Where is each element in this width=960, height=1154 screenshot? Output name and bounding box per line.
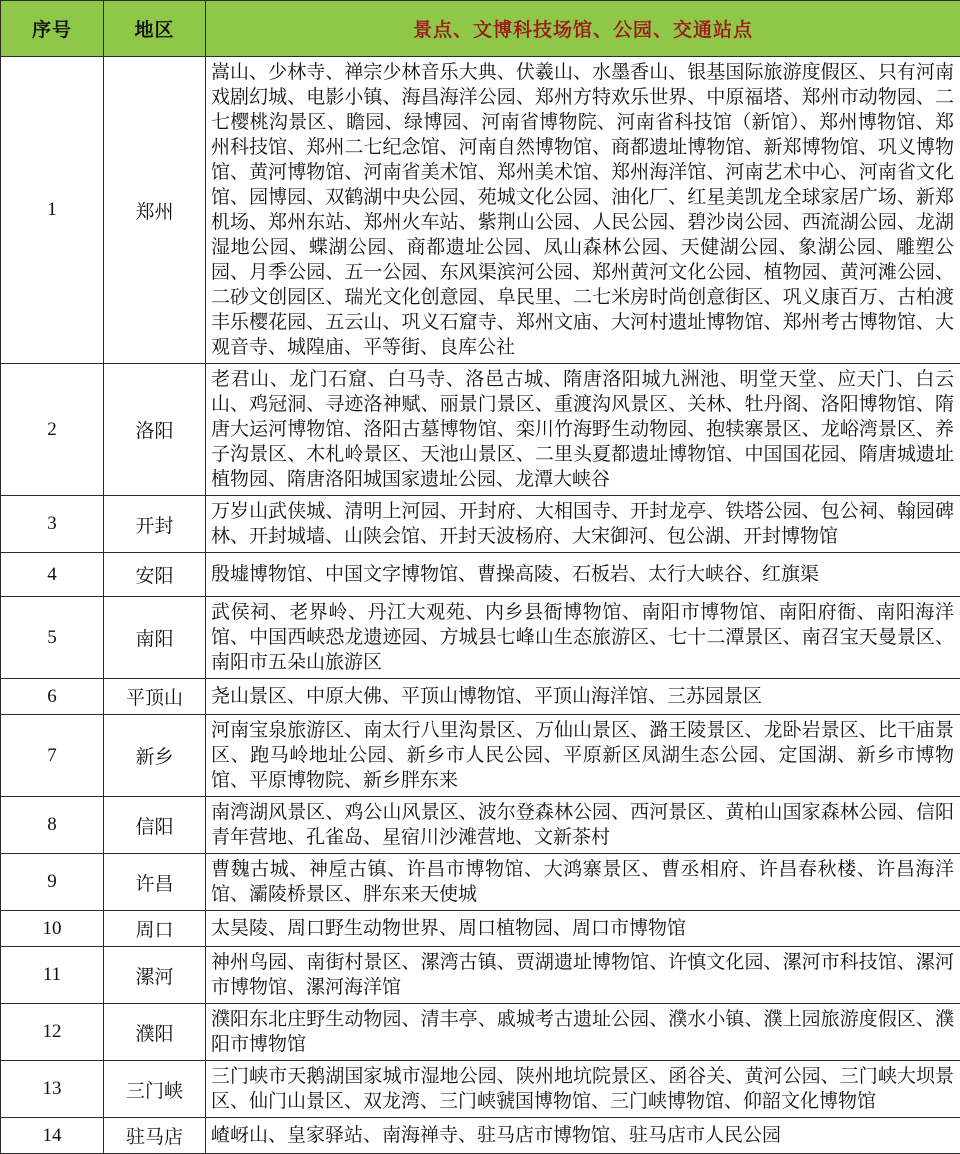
row-number: 12 <box>1 1004 104 1061</box>
row-number: 6 <box>1 679 104 715</box>
row-region: 漯河 <box>104 947 206 1004</box>
row-attractions: 太昊陵、周口野生动物世界、周口植物园、周口市博物馆 <box>206 911 960 947</box>
row-region: 安阳 <box>104 553 206 597</box>
row-number: 1 <box>1 57 104 364</box>
row-number: 4 <box>1 553 104 597</box>
row-region: 开封 <box>104 496 206 553</box>
row-number: 13 <box>1 1061 104 1118</box>
row-region: 许昌 <box>104 854 206 911</box>
table-row <box>1 553 960 597</box>
table-row <box>1 797 960 854</box>
row-attractions: 曹魏古城、神垕古镇、许昌市博物馆、大鸿寨景区、曹丞相府、许昌春秋楼、许昌海洋馆、灞陵桥景区、胖东来天使城 <box>206 854 960 911</box>
row-region: 信阳 <box>104 797 206 854</box>
row-attractions: 尧山景区、中原大佛、平顶山博物馆、平顶山海洋馆、三苏园景区 <box>206 679 960 715</box>
table-row <box>1 1004 960 1061</box>
row-number: 5 <box>1 597 104 679</box>
table-row <box>1 854 960 911</box>
row-attractions: 老君山、龙门石窟、白马寺、洛邑古城、隋唐洛阳城九洲池、明堂天堂、应天门、白云山、鸡冠洞、寻迹洛神赋、丽景门景区、重渡沟风景区、关林、牡丹阁、洛阳博物馆、隋唐大运河博物馆、洛阳古墓博物馆、栾川竹海野生动物园、抱犊寨景区、龙峪湾景区、养子沟景区、木札岭景区、天池山景区、二里头夏都遗址博物馆、中国国花园、隋唐城遗址植物园、隋唐洛阳城国家遗址公园、龙潭大峡谷 <box>206 364 960 496</box>
table-row <box>1 597 960 679</box>
row-number: 14 <box>1 1118 104 1154</box>
row-region: 新乡 <box>104 715 206 797</box>
row-attractions: 河南宝泉旅游区、南太行八里沟景区、万仙山景区、潞王陵景区、龙卧岩景区、比干庙景区、跑马岭地址公园、新乡市人民公园、平原新区凤湖生态公园、定国湖、新乡市博物馆、平原博物院、新乡胖东来 <box>206 715 960 797</box>
table-row <box>1 1061 960 1118</box>
header-region: 地区 <box>104 1 206 57</box>
row-region: 周口 <box>104 911 206 947</box>
header-no: 序号 <box>1 1 104 57</box>
table-row <box>1 1118 960 1154</box>
table-row <box>1 715 960 797</box>
row-region: 濮阳 <box>104 1004 206 1061</box>
row-region: 洛阳 <box>104 364 206 496</box>
row-number: 2 <box>1 364 104 496</box>
row-attractions: 殷墟博物馆、中国文字博物馆、曹操高陵、石板岩、太行大峡谷、红旗渠 <box>206 553 960 597</box>
table-body <box>1 57 960 1154</box>
row-number: 3 <box>1 496 104 553</box>
row-attractions: 三门峡市天鹅湖国家城市湿地公园、陕州地坑院景区、函谷关、黄河公园、三门峡大坝景区、仙门山景区、双龙湾、三门峡虢国博物馆、三门峡博物馆、仰韶文化博物馆 <box>206 1061 960 1118</box>
table-row <box>1 947 960 1004</box>
table-row <box>1 679 960 715</box>
row-region: 驻马店 <box>104 1118 206 1154</box>
table-row <box>1 57 960 364</box>
row-number: 9 <box>1 854 104 911</box>
row-attractions: 濮阳东北庄野生动物园、清丰亭、戚城考古遗址公园、濮水小镇、濮上园旅游度假区、濮阳市博物馆 <box>206 1004 960 1061</box>
row-attractions: 神州鸟园、南街村景区、漯湾古镇、贾湖遗址博物馆、许慎文化园、漯河市科技馆、漯河市博物馆、漯河海洋馆 <box>206 947 960 1004</box>
row-region: 平顶山 <box>104 679 206 715</box>
row-number: 7 <box>1 715 104 797</box>
table-row <box>1 911 960 947</box>
row-number: 10 <box>1 911 104 947</box>
row-attractions: 南湾湖风景区、鸡公山风景区、波尔登森林公园、西河景区、黄柏山国家森林公园、信阳青年营地、孔雀岛、星宿川沙滩营地、文新茶村 <box>206 797 960 854</box>
row-attractions: 万岁山武侠城、清明上河园、开封府、大相国寺、开封龙亭、铁塔公园、包公祠、翰园碑林、开封城墙、山陕会馆、开封天波杨府、大宋御河、包公湖、开封博物馆 <box>206 496 960 553</box>
row-attractions: 嵖岈山、皇家驿站、南海禅寺、驻马店市博物馆、驻马店市人民公园 <box>206 1118 960 1154</box>
row-number: 11 <box>1 947 104 1004</box>
row-region: 三门峡 <box>104 1061 206 1118</box>
row-number: 8 <box>1 797 104 854</box>
table-row <box>1 496 960 553</box>
row-region: 郑州 <box>104 57 206 364</box>
table-header-row <box>1 1 960 57</box>
row-region: 南阳 <box>104 597 206 679</box>
row-attractions: 嵩山、少林寺、禅宗少林音乐大典、伏羲山、水墨香山、银基国际旅游度假区、只有河南戏剧幻城、电影小镇、海昌海洋公园、郑州方特欢乐世界、中原福塔、郑州市动物园、二七樱桃沟景区、瞻园、绿博园、河南省博物院、河南省科技馆（新馆）、郑州博物馆、郑州科技馆、郑州二七纪念馆、河南自然博物馆、商都遗址博物馆、新郑博物馆、巩义博物馆、黄河博物馆、河南省美术馆、郑州美术馆、郑州海洋馆、河南艺术中心、河南省文化馆、园博园、双鹤湖中央公园、苑城文化公园、油化厂、红星美凯龙全球家居广场、新郑机场、郑州东站、郑州火车站、紫荆山公园、人民公园、碧沙岗公园、西流湖公园、龙湖湿地公园、蝶湖公园、商都遗址公园、凤山森林公园、天健湖公园、象湖公园、雕塑公园、月季公园、五一公园、东风渠滨河公园、郑州黄河文化公园、植物园、黄河滩公园、二砂文创园区、瑞光文化创意园、阜民里、二七米房时尚创意街区、巩义康百万、古柏渡丰乐樱花园、五云山、巩义石窟寺、郑州文庙、大河村遗址博物馆、郑州考古博物馆、大观音寺、城隍庙、平等街、良库公社 <box>206 57 960 364</box>
table-row <box>1 364 960 496</box>
header-attractions: 景点、文博科技场馆、公园、交通站点 <box>206 1 960 57</box>
row-attractions: 武侯祠、老界岭、丹江大观苑、内乡县衙博物馆、南阳市博物馆、南阳府衙、南阳海洋馆、中国西峡恐龙遗迹园、方城县七峰山生态旅游区、七十二潭景区、南召宝天曼景区、南阳市五朵山旅游区 <box>206 597 960 679</box>
